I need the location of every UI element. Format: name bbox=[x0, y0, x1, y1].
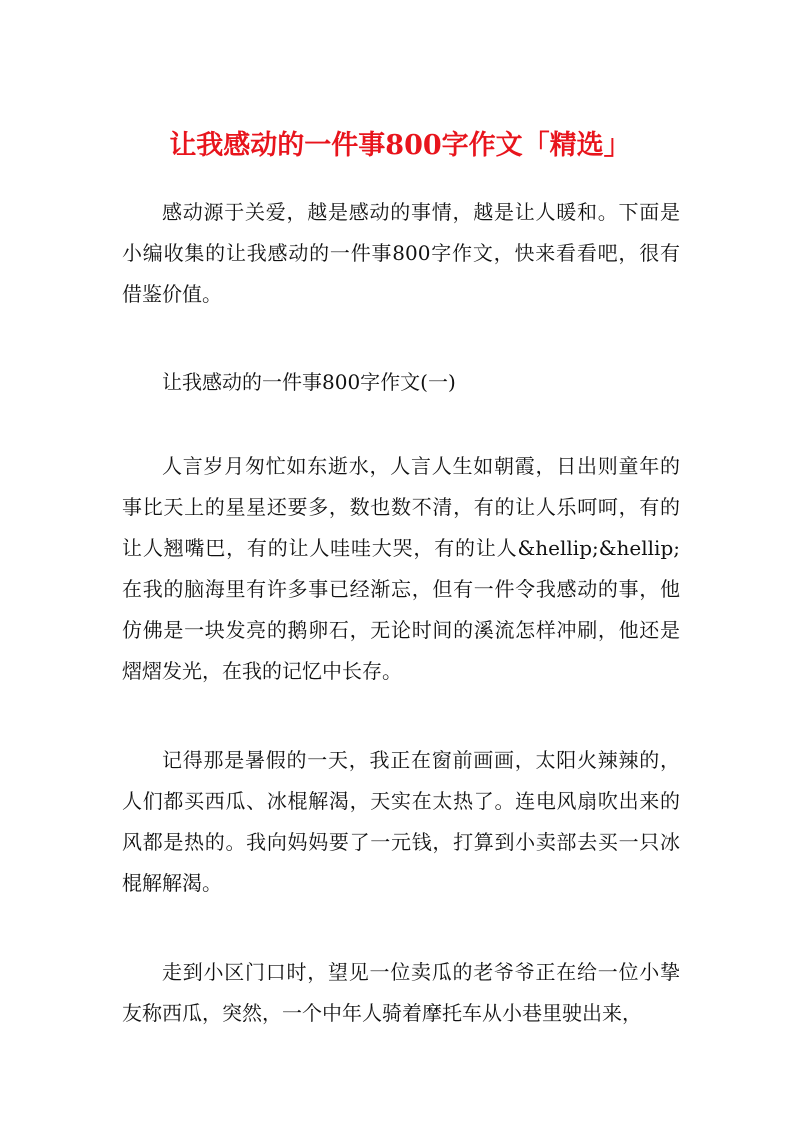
section-heading: 让我感动的一件事800字作文(一) bbox=[162, 370, 456, 394]
intro-paragraph: 感动源于关爱，越是感动的事情，越是让人暖和。下面是小编收集的让我感动的一件事800字作文，快来看看吧，很有借鉴价值。 bbox=[122, 200, 680, 306]
body-paragraph: 人言岁月匆忙如东逝水，人言人生如朝霞，日出则童年的事比天上的星星还要多，数也数不清，有的让人乐呵呵，有的让人翘嘴巴，有的让人哇哇大哭，有的让人&hellip;&hellip;在我的脑海里有许多事已经渐忘，但有一件令我感动的事，他仿佛是一块发亮的鹅卵石，无论时间的溪流怎样冲刷，他还是熠熠发光，在我的记忆中长存。 bbox=[122, 454, 680, 683]
document-title: 让我感动的一件事800字作文「精选」 bbox=[169, 130, 631, 161]
body-paragraph: 走到小区门口时，望见一位卖瓜的老爷爷正在给一位小挚友称西瓜，突然，一个中年人骑着摩托车从小巷里驶出来， bbox=[122, 960, 680, 1025]
body-paragraph: 记得那是暑假的一天，我正在窗前画画，太阳火辣辣的，人们都买西瓜、冰棍解渴，天实在太热了。连电风扇吹出来的风都是热的。我向妈妈要了一元钱，打算到小卖部去买一只冰棍解解渴。 bbox=[122, 748, 680, 895]
